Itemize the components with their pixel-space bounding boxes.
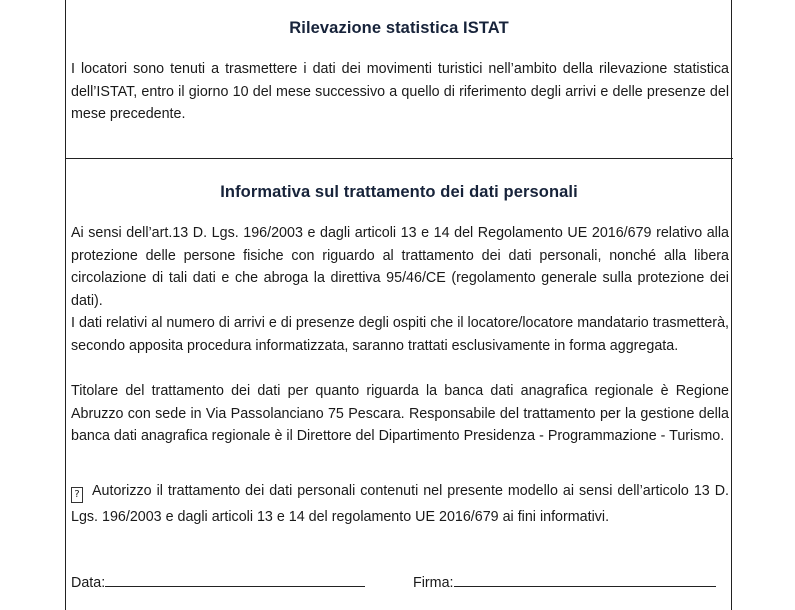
signature-input-line[interactable] (454, 572, 716, 587)
istat-title: Rilevazione statistica ISTAT (289, 19, 509, 37)
privacy-paragraph-2: I dati relativi al numero di arrivi e di presenze degli ospiti che il locatore/locatore mandatario trasmetterà, secondo apposita procedura informatizzata, saranno trattati esclusivamente in forma aggregata. (71, 315, 729, 354)
privacy-paragraph-1: Ai sensi dell’art.13 D. Lgs. 196/2003 e dagli articoli 13 e 14 del Regolamento UE 2016/679 relativo alla protezione delle persone fisiche con riguardo al trattamento dei dati personali, nonché alla libera circolazione di tali dati e che abroga la direttiva 95/46/CE (regolamento generale sulla protezione dei dati). (71, 225, 729, 309)
consent-checkbox[interactable]: ? (71, 487, 83, 503)
section-divider (65, 158, 733, 159)
privacy-paragraph-3: Titolare del trattamento dei dati per quanto riguarda la banca dati anagrafica regionale è Regione Abruzzo con sede in Via Passolanciano 75 Pescara. Responsabile del trattamento per la gestione della banca dati anagrafica regionale è il Direttore del Dipartimento Presidenza - Programmazione - Turismo. (71, 383, 729, 444)
signature-field (413, 572, 716, 591)
signature-label: Firma: (413, 575, 454, 591)
date-input-line[interactable] (105, 572, 365, 587)
date-field (71, 572, 365, 591)
privacy-title: Informativa sul trattamento dei dati personali (220, 183, 578, 201)
date-label: Data: (71, 575, 106, 591)
istat-text: I locatori sono tenuti a trasmettere i dati dei movimenti turistici nell’ambito della rilevazione statistica dell’ISTAT, entro il giorno 10 del mese successivo a quello di riferimento degli arrivi e delle presenze del mese precedente. (71, 61, 729, 122)
consent-row (71, 478, 729, 530)
consent-text: Autorizzo il trattamento dei dati personali contenuti nel presente modello ai sensi dell’articolo 13 D. Lgs. 196/2003 e dagli articoli 13 e 14 del regolamento UE 2016/679 ai fini informativi. (71, 483, 729, 525)
